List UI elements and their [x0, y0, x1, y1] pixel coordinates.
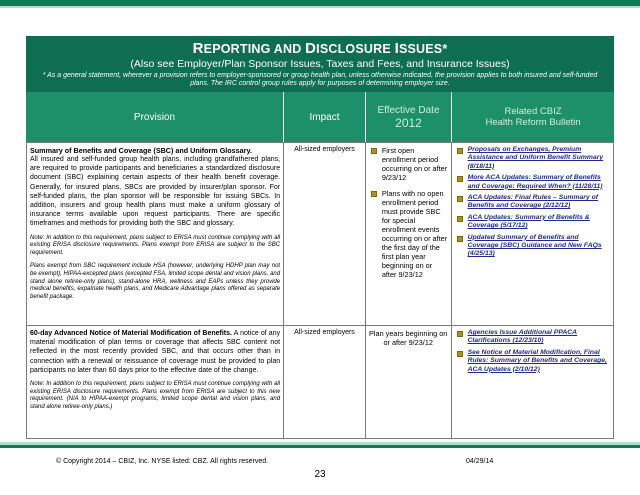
provision-body: All insured and self-funded group health plans, including grandfathered plans, are required to provide participants and beneficiaries a standardized disclosure document (SBC) explaining certain aspects of their health benefit coverage. Generally, for insured plans, SBCs are provided by insurer/plan sponsor. For self-funded plans, the plan sponsor will be responsible for issuing SBCs. In addition, insurers and group health plans must make a uniform glossary of insurance terms available upon request participants. There are specific timeframes and methods for providing both the SBC and glossary.: [30, 156, 281, 228]
provision-title: 60-day Advanced Notice of Material Modification of Benefits.: [30, 330, 232, 337]
list-item: Plans with no open enrollment period must provide SBC for special enrollment events occurring on or after the first day of the first plan year beginning on or after 9/23/12: [369, 189, 448, 279]
provision-cell: [27, 326, 284, 438]
list-item: [455, 174, 610, 191]
bulletin-link[interactable]: ACA Updates: Summary of Benefits & Coverage (5/17/12): [467, 213, 590, 230]
section-subtitle: (Also see Employer/Plan Sponsor Issues, Taxes and Fees, and Insurance Issues): [130, 58, 510, 70]
effective-date-cell: [366, 143, 452, 325]
footer-copyright: © Copyright 2014 – CBIZ, Inc. NYSE listed: CBZ. All rights reserved.: [56, 458, 269, 465]
square-bullet-icon: [457, 331, 463, 337]
square-bullet-icon: [457, 196, 463, 202]
list-item: [455, 194, 610, 211]
bulletin-cell: [452, 326, 613, 438]
provision-title: Summary of Benefits and Coverage (SBC) and Uniform Glossary.: [30, 146, 252, 155]
provision-body: 60-day Advanced Notice of Material Modification of Benefits. A notice of any material modification of plan terms or coverage that affects SBC content not reflected in the most recently provided SBC, and that occurs other than in connection with a renewal or reissuance of coverage must be provided to plan participants no later than 60 days prior to the effective date of the change.: [30, 330, 281, 374]
list-item: [455, 349, 610, 374]
bulletin-link[interactable]: Updated Summary of Benefits and Coverage (SBC) Guidance and New FAQs (4/25/13): [467, 233, 602, 258]
list-item: [455, 329, 610, 346]
column-header-related-bulletin: Related CBIZ Health Reform Bulletin: [452, 92, 614, 142]
column-header-provision: Provision: [26, 92, 284, 142]
table-row: [27, 326, 613, 438]
provision-note: Plans exempt from SBC requirement include HSA (however, underlying HDHP plan may not be exempt), HIPAA-excepted plans (excepted FSA, limited scope dental and vision plans, and stand alone retiree-only plans), stand-alone HRA, wellness and EAPs unless they provide medical benefits, expatriate health plans, and Medicare Advantage plans offered as separate benefit package.: [30, 263, 281, 300]
bulletin-link[interactable]: Agencies Issue Additional PPACA Clarifications (12/23/10): [467, 329, 578, 345]
list-item: [455, 234, 610, 259]
top-accent-stripe: [0, 6, 640, 8]
bulletin-link[interactable]: Proposals on Exchanges, Premium Assistance and Uniform Benefit Summary (8/18/11): [467, 146, 604, 170]
square-bullet-icon: [457, 216, 463, 222]
provision-cell: [27, 143, 284, 325]
column-header-impact: Impact: [284, 92, 366, 142]
table-header: [26, 92, 614, 142]
bulletin-cell: [452, 143, 613, 325]
section-title: REPORTING AND DISCLOSURE ISSUES*: [192, 40, 448, 57]
bulletin-link[interactable]: More ACA Updates: Summary of Benefits and Coverage: Required When? (11/28/11): [467, 174, 603, 190]
impact-cell: All-sized employers: [284, 326, 366, 438]
provisions-table: [26, 142, 614, 439]
impact-cell: All-sized employers: [284, 143, 366, 325]
table-row: [27, 143, 613, 326]
list-item: [455, 146, 610, 171]
square-bullet-icon: [457, 148, 463, 154]
provision-note: Note: In addition to this requirement, plans subject to ERISA must continue complying with all existing ERISA disclosure requirements. Plans exempt from ERISA are subject to the SBC requirement.: [30, 234, 281, 256]
square-bullet-icon: [371, 191, 377, 197]
list-item: First open enrollment period occurring on or after 9/23/12: [369, 146, 448, 182]
column-header-effective-date: Effective Date 2012: [366, 92, 452, 142]
page-number: 23: [314, 469, 326, 480]
bulletin-link[interactable]: ACA Updates: Final Rules – Summary of Benefits and Coverage (2/12/12): [467, 194, 598, 210]
square-bullet-icon: [457, 176, 463, 182]
section-header: [26, 36, 614, 92]
bottom-accent-bar: [0, 445, 640, 448]
bulletin-link[interactable]: See Notice of Material Modification, Final Rules: Summary of Benefits and Coverage, ACA Updates (2/10/12): [467, 348, 607, 373]
section-note: * As a general statement, wherever a provision refers to employer-sponsored or group health plan, unless otherwise indicated, the provision applies to both insured and self-funded plans. The IRC control group rules apply for purposes of determining employer size.: [42, 72, 598, 87]
footer-date: 04/29/14: [466, 458, 494, 465]
effective-date-cell: Plan years beginning on or after 9/23/12: [366, 326, 452, 438]
square-bullet-icon: [457, 351, 463, 357]
square-bullet-icon: [457, 236, 463, 242]
square-bullet-icon: [371, 148, 377, 154]
list-item: [455, 214, 610, 231]
provision-note: Note: In addition to this requirement, plans subject to ERISA must continue complying with all existing ERISA disclosure requirements. Plans exempt from ERISA are subject to this new requirement. (N/A to HIPAA-exempt programs, limited scope dental and vision plans, and stand alone retiree-only plans.): [30, 381, 281, 410]
